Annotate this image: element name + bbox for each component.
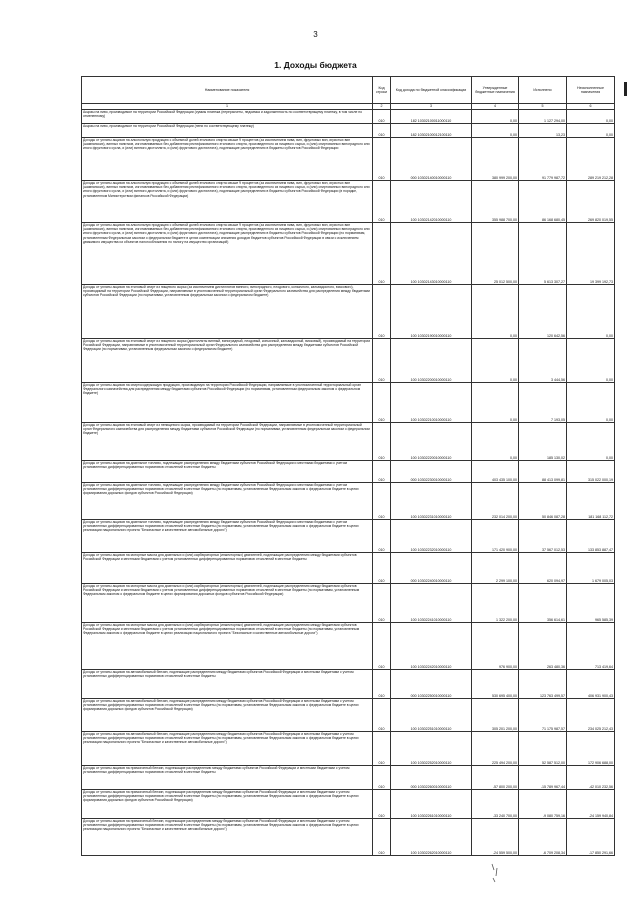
row-approved: 305 201 200,00 <box>472 699 519 732</box>
page-number: 3 <box>313 30 318 39</box>
row-code: 010 <box>373 223 391 285</box>
row-unexecuted: 0,00 <box>567 423 615 461</box>
column-number: 4 <box>472 104 519 110</box>
row-name: Доходы от уплаты акцизов на этиловый спирт из непищевого сырья, производимый на территории Российской Федерации, направляемые в уполномоченный территориальный орган Федерального казначейства для распределения между бюджетами субъектов Российской Федерации (по нормативам, установленным федеральным законом о федеральном бюджете) <box>82 423 373 461</box>
row-code: 010 <box>373 732 391 766</box>
row-unexecuted: 406 931 900,43 <box>567 670 615 699</box>
table-row <box>82 520 615 553</box>
row-code: 010 <box>373 699 391 732</box>
table-row <box>82 461 615 483</box>
row-code: 010 <box>373 670 391 699</box>
row-income-code: 100 10302262010000110 <box>391 819 472 856</box>
row-name: Доходы от уплаты акцизов на моторные масла для дизельных и (или) карбюраторных (инжекторных) двигателей, подлежащие распределению между бюджетами субъектов Российской Федерации и местными бюджетами с учетом установленных дифференцированных нормативов отчислений в местные бюджеты <box>82 553 373 584</box>
column-number: 6 <box>567 104 615 110</box>
row-name: Доходы от уплаты акцизов на моторные масла для дизельных и (или) карбюраторных (инжекторных) двигателей, подлежащие распределению между бюджетами субъектов Российской Федерации и местными бюджетами с учетом установленных дифференцированных нормативов отчислений в местные бюджеты (по нормативам, установленным Федеральным законом о федеральном бюджете в целях реализации национального проекта "Безопасные и качественные автомобильные дороги") <box>82 623 373 670</box>
row-unexecuted: 0,00 <box>567 110 615 124</box>
row-code: 010 <box>373 383 391 423</box>
table-row <box>82 181 615 223</box>
row-name: Доходы от уплаты акцизов на автомобильный бензин, подлежащие распределению между бюджетами субъектов Российской Федерации и местными бюджетами с учетом установленных дифференцированных нормативов отчислений в местные бюджеты (по нормативам, установленным Федеральным законом о федеральном бюджете в целях реализации национального проекта "Безопасные и качественные автомобильные дороги") <box>82 732 373 766</box>
row-approved: -57 800 200,00 <box>472 766 519 790</box>
row-income-code: 000 10302250010000110 <box>391 670 472 699</box>
column-number: 2 <box>373 104 391 110</box>
row-approved: 25 012 500,00 <box>472 223 519 285</box>
row-income-code: 000 10302240010000110 <box>391 553 472 584</box>
table-row <box>82 699 615 732</box>
row-executed: 37 567 012,53 <box>519 520 567 553</box>
row-income-code: 100 10302251010000110 <box>391 699 472 732</box>
row-code: 010 <box>373 766 391 790</box>
row-income-code: 100 10302232010000110 <box>391 520 472 553</box>
row-approved: 0,00 <box>472 124 519 138</box>
table-row <box>82 483 615 520</box>
row-income-code: 100 10302210010000110 <box>391 383 472 423</box>
row-code: 010 <box>373 138 391 181</box>
row-unexecuted: -42 010 232,56 <box>567 766 615 790</box>
scan-edge-mark <box>624 82 627 96</box>
row-code: 010 <box>373 819 391 856</box>
table-row <box>82 110 615 124</box>
row-approved: -33 240 700,00 <box>472 790 519 819</box>
row-income-code: 182 10302100011000110 <box>391 110 472 124</box>
row-unexecuted: 133 853 887,47 <box>567 520 615 553</box>
row-executed: 5 613 307,27 <box>519 223 567 285</box>
row-income-code: 100 10302252010000110 <box>391 732 472 766</box>
row-name: Доходы от уплаты акцизов на автомобильный бензин, подлежащие распределению между бюджетами субъектов Российской Федерации и местными бюджетами с учетом установленных дифференцированных нормативов отчислений в местные бюджеты <box>82 670 373 699</box>
row-executed: 50 846 087,28 <box>519 483 567 520</box>
row-income-code: 000 10302140010000110 <box>391 138 472 181</box>
row-code: 010 <box>373 584 391 623</box>
row-unexecuted: 0,00 <box>567 124 615 138</box>
table-row <box>82 670 615 699</box>
table-row <box>82 339 615 383</box>
row-name: Доходы от уплаты акцизов на прямогонный бензин, подлежащие распределению между бюджетами субъектов Российской Федерации и местными бюджетами с учетом установленных дифференцированных нормативов отчислений в местные бюджеты <box>82 766 373 790</box>
table-row <box>82 423 615 461</box>
row-income-code: 100 10302261010000110 <box>391 790 472 819</box>
row-name: Доходы от уплаты акцизов на дизельное топливо, подлежащие распределению между бюджетами субъектов Российской Федерации и местными бюджетами с учетом установленных дифференцированных нормативов отчислений в местные бюджеты <box>82 461 373 483</box>
row-unexecuted: 965 585,39 <box>567 584 615 623</box>
row-approved: 0,00 <box>472 383 519 423</box>
row-name: Доходы от уплаты акцизов на этиловый спирт из пищевого сырья (дистилляты винный, виноградный, плодовый, коньячный, кальвадосный, висковый), производимый на территории Российской Федерации, направляемые в уполномоченный территориальный орган Федерального казначейства для распределения между бюджетами субъектов Российской Федерации (по нормативам, установленным федеральным законом о федеральном бюджете) <box>82 339 373 383</box>
header-approved: Утвержденные бюджетные назначения <box>472 77 519 104</box>
column-number: 5 <box>519 104 567 110</box>
row-name: Доходы от уплаты акцизов на прямогонный бензин, подлежащие распределению между бюджетами субъектов Российской Федерации и местными бюджетами с учетом установленных дифференцированных нормативов отчислений в местные бюджеты (по нормативам, установленным Федеральным законом о федеральном бюджете в целях реализации национального проекта "Безопасные и качественные автомобильные дороги") <box>82 819 373 856</box>
table-row <box>82 124 615 138</box>
row-name: Доходы от уплаты акцизов на прямогонный бензин, подлежащие распределению между бюджетами субъектов Российской Федерации и местными бюджетами с учетом установленных дифференцированных нормативов отчислений в местные бюджеты (по нормативам, установленным Федеральным законом о федеральном бюджете в целях формирования дорожных фондов субъектов Российской Федерации) <box>82 790 373 819</box>
row-income-code: 000 10302260010000110 <box>391 766 472 790</box>
row-income-code: 000 10302230010000110 <box>391 461 472 483</box>
table-row <box>82 138 615 181</box>
pen-mark <box>489 862 503 884</box>
row-executed: -15 789 967,44 <box>519 766 567 790</box>
row-name: Доходы от уплаты акцизов на алкогольную продукцию с объемной долей этилового спирта свыше 9 процентов (за исключением пива, вин, фруктовых вин, игристых вин (шампанских), винных напитков, изготавливаемых без добавления ректификованного этилового спирта, произведенного из пищевого сырья, и (или) спиртованных виноградного или иного фруктового сусла, и (или) винного дистиллята, и (или) фруктового дистиллята), подлежащие распределению в бюджеты субъектов Российской Федерации (в порядке, установленном Министерством финансов Российской Федерации) <box>82 181 373 223</box>
header-executed: Исполнено <box>519 77 567 104</box>
row-approved: 355 988 700,00 <box>472 181 519 223</box>
row-code: 010 <box>373 423 391 461</box>
row-unexecuted: 0,00 <box>567 285 615 339</box>
row-unexecuted: 181 168 112,72 <box>567 483 615 520</box>
row-approved: 2 299 100,00 <box>472 553 519 584</box>
budget-income-table <box>81 76 615 856</box>
row-code: 010 <box>373 483 391 520</box>
row-executed: 13,23 <box>519 124 567 138</box>
header-row-code: Код строки <box>373 77 391 104</box>
row-income-code: 100 10302220010000110 <box>391 423 472 461</box>
row-approved: 530 695 400,00 <box>472 670 519 699</box>
row-name: Доходы от уплаты акцизов на спиртосодержащую продукцию, производимую на территории Российской Федерации, направляемые в уполномоченный территориальный орган Федерального казначейства для распределения между бюджетами субъектов Российской Федерации (по нормативам, установленным федеральным законом о федеральном бюджете) <box>82 383 373 423</box>
row-name: Доходы от уплаты акцизов на автомобильный бензин, подлежащие распределению между бюджетами субъектов Российской Федерации и местными бюджетами с учетом установленных дифференцированных нормативов отчислений в местные бюджеты (по нормативам, установленным Федеральным законом о федеральном бюджете в целях формирования дорожных фондов субъектов Российской Федерации) <box>82 699 373 732</box>
row-executed: 123 763 499,57 <box>519 670 567 699</box>
row-income-code: 100 10302190010000110 <box>391 285 472 339</box>
table-row <box>82 790 615 819</box>
row-name: Доходы от уплаты акцизов на алкогольную продукцию с объемной долей этилового спирта свыше 9 процентов (за исключением пива, вин, фруктовых вин, игристых вин (шампанских), винных напитков, изготавливаемых без добавления ректификованного этилового спирта, произведенного из пищевого сырья, и (или) спиртованных виноградного или иного фруктового сусла, и (или) винного дистиллята, и (или) фруктового дистиллята), подлежащие распределению в бюджеты субъектов Российской Федерации (по нормативам, установленным Федеральным законом о федеральном бюджете в целях компенсации снижения доходов бюджетов субъектов Российской Федерации в связи с исключением движимого имущества из объектов налогообложения по налогу на имущество организаций) <box>82 223 373 285</box>
row-unexecuted: 289 219 212,28 <box>567 138 615 181</box>
row-executed: -6 709 208,34 <box>519 819 567 856</box>
row-approved: 0,00 <box>472 110 519 124</box>
row-name: Доходы от уплаты акцизов на моторные масла для дизельных и (или) карбюраторных (инжекторных) двигателей, подлежащие распределению между бюджетами субъектов Российской Федерации и местными бюджетами с учетом установленных дифференцированных нормативов отчислений в местные бюджеты (по нормативам, установленным Федеральным законом о федеральном бюджете в целях формирования дорожных фондов субъектов Российской Федерации) <box>82 584 373 623</box>
row-approved: 232 014 200,00 <box>472 483 519 520</box>
row-approved: 1 322 200,00 <box>472 584 519 623</box>
row-code: 010 <box>373 553 391 584</box>
row-code: 010 <box>373 520 391 553</box>
row-name: Доходы от уплаты акцизов на алкогольную продукцию с объемной долей этилового спирта свыше 9 процентов (за исключением пива, вин, фруктовых вин, игристых вин (шампанских), винных напитков, изготавливаемых без добавления ректификованного этилового спирта, произведенного из пищевого сырья, и (или) спиртованных виноградного или иного фруктового сусла, и (или) винного дистиллята, и (или) фруктового дистиллята), подлежащие распределению в бюджеты субъектов Российской Федерации <box>82 138 373 181</box>
row-approved: 0,00 <box>472 339 519 383</box>
row-code: 010 <box>373 623 391 670</box>
page-title: 1. Доходы бюджета <box>274 60 357 70</box>
column-number: 1 <box>82 104 373 110</box>
row-approved: 171 420 900,00 <box>472 520 519 553</box>
row-executed: 3 444,56 <box>519 339 567 383</box>
table-row <box>82 623 615 670</box>
row-approved: 0,00 <box>472 423 519 461</box>
table-row <box>82 584 615 623</box>
row-name: Акцизы на пиво, производимое на территории Российской Федерации (суммы платежа (перерасчеты, недоимка и задолженность по соответствующему платежу, в том числе по отмененному) <box>82 110 373 124</box>
row-unexecuted: 1 679 005,03 <box>567 553 615 584</box>
row-code: 010 <box>373 461 391 483</box>
row-approved: 380 999 200,00 <box>472 138 519 181</box>
row-unexecuted: 269 820 019,55 <box>567 181 615 223</box>
row-unexecuted: -17 850 291,66 <box>567 819 615 856</box>
table-row <box>82 223 615 285</box>
header-income-code: Код дохода по бюджетной классификации <box>391 77 472 104</box>
row-code: 010 <box>373 339 391 383</box>
row-unexecuted: -24 159 940,84 <box>567 790 615 819</box>
row-approved: 403 435 100,00 <box>472 461 519 483</box>
header-unexecuted: Неисполненные назначения <box>567 77 615 104</box>
row-income-code: 182 10302100012100110 <box>391 124 472 138</box>
row-income-code: 100 10302200010000110 <box>391 339 472 383</box>
row-unexecuted: 234 025 212,43 <box>567 699 615 732</box>
row-code: 010 <box>373 110 391 124</box>
row-executed: 620 094,97 <box>519 553 567 584</box>
row-code: 010 <box>373 181 391 223</box>
table-row <box>82 766 615 790</box>
row-unexecuted: 172 906 688,00 <box>567 732 615 766</box>
row-income-code: 100 10302231010000110 <box>391 483 472 520</box>
row-executed: 86 168 680,45 <box>519 181 567 223</box>
row-name: Доходы от уплаты акцизов на этиловый спирт из пищевого сырья (за исключением дистиллятов винного, виноградного, плодового, коньячного, кальвадосного, вискового), производимый на территории Российской Федерации, направляемые в уполномоченный территориальный орган Федерального казначейства для распределения между бюджетами субъектов Российской Федерации (по нормативам, установленным федеральным законом о федеральном бюджете) <box>82 285 373 339</box>
row-executed: 263 480,36 <box>519 623 567 670</box>
row-income-code: 100 10302241010000110 <box>391 584 472 623</box>
row-approved: 976 900,00 <box>472 623 519 670</box>
row-income-code: 100 10302143010000110 <box>391 223 472 285</box>
row-income-code: 100 10302142010000110 <box>391 181 472 223</box>
table-row <box>82 553 615 584</box>
row-name: Доходы от уплаты акцизов на дизельное топливо, подлежащие распределению между бюджетами субъектов Российской Федерации и местными бюджетами с учетом установленных дифференцированных нормативов отчислений в местные бюджеты (по нормативам, установленным Федеральным законом о федеральном бюджете в целях формирования дорожных фондов субъектов Российской Федерации) <box>82 483 373 520</box>
row-executed: -9 080 759,16 <box>519 790 567 819</box>
row-name: Доходы от уплаты акцизов на дизельное топливо, подлежащие распределению между бюджетами субъектов Российской Федерации и местными бюджетами с учетом установленных дифференцированных нормативов отчислений в местные бюджеты (по нормативам, установленным Федеральным законом о федеральном бюджете в целях реализации национального проекта "Безопасные и качественные автомобильные дороги") <box>82 520 373 553</box>
row-code: 010 <box>373 285 391 339</box>
row-executed: 356 614,61 <box>519 584 567 623</box>
row-executed: 91 779 987,72 <box>519 138 567 181</box>
table-row <box>82 732 615 766</box>
row-approved: 0,00 <box>472 285 519 339</box>
row-name: Акцизы на пиво, производимое на территории Российской Федерации (пени по соответствующему платежу) <box>82 124 373 138</box>
row-income-code: 100 10302242010000110 <box>391 623 472 670</box>
row-unexecuted: 19 399 192,73 <box>567 223 615 285</box>
column-number: 3 <box>391 104 472 110</box>
row-executed: 185 130,02 <box>519 423 567 461</box>
row-code: 010 <box>373 790 391 819</box>
header-name: Наименование показателя <box>82 77 373 104</box>
row-code: 010 <box>373 124 391 138</box>
row-approved: -24 559 500,00 <box>472 819 519 856</box>
row-executed: 88 413 099,81 <box>519 461 567 483</box>
row-unexecuted: 315 022 000,19 <box>567 461 615 483</box>
row-unexecuted: 0,00 <box>567 383 615 423</box>
row-executed: 7 193,05 <box>519 383 567 423</box>
row-approved: 225 494 200,00 <box>472 732 519 766</box>
table-row <box>82 819 615 856</box>
row-executed: 1 127 294,00 <box>519 110 567 124</box>
row-unexecuted: 0,00 <box>567 339 615 383</box>
row-executed: 120 642,56 <box>519 285 567 339</box>
row-unexecuted: 713 419,64 <box>567 623 615 670</box>
table-row <box>82 285 615 339</box>
row-executed: 71 175 987,57 <box>519 699 567 732</box>
row-executed: 52 587 512,00 <box>519 732 567 766</box>
table-row <box>82 383 615 423</box>
